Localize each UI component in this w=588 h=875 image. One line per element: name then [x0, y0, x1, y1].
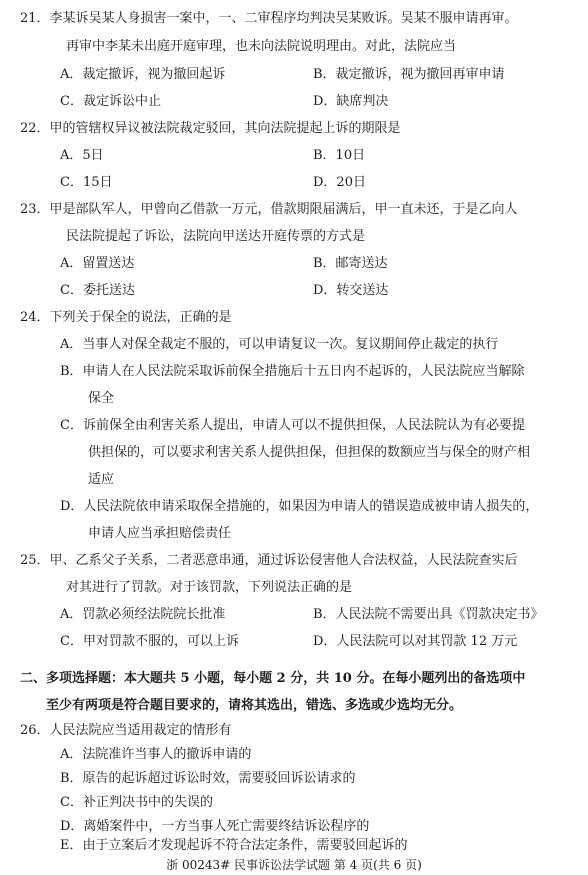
q21-option-b: B．裁定撤诉，视为撤回再审申请: [313, 67, 505, 82]
q26-option-c: C．补正判决书中的失误的: [60, 795, 213, 810]
q25-stem-line2: 对其进行了罚款。对于该罚款，下列说法正确的是: [66, 580, 353, 595]
q24-stem-line1: 24．下列关于保全的说法，正确的是: [20, 310, 232, 325]
q23-stem-line2: 民法院提起了诉讼，法院向甲送达开庭传票的方式是: [66, 229, 366, 244]
q22-option-b: B．10日: [313, 148, 366, 163]
q23-option-b: B．邮寄送达: [313, 256, 388, 271]
q22-option-a: A．5日: [60, 148, 104, 163]
q21-option-d: D．缺席判决: [313, 94, 389, 109]
q21-option-c: C．裁定诉讼中止: [60, 94, 161, 109]
page-footer: 浙 00243# 民事诉讼法学试题 第 4 页(共 6 页): [166, 858, 422, 872]
q22-option-d: D．20日: [313, 175, 366, 190]
q26-option-e: E．由于立案后才发现起诉不符合法定条件，需要驳回起诉的: [60, 838, 408, 853]
q26-stem-line1: 26．人民法院应当适用裁定的情形有: [20, 723, 232, 738]
q25-option-b: B．人民法院不需要出具《罚款决定书》: [313, 607, 544, 622]
q25-stem-line1: 25．甲、乙系父子关系，二者恶意串通，通过诉讼侵害他人合法权益，人民法院查实后: [20, 553, 518, 568]
q23-option-c: C．委托送达: [60, 283, 135, 298]
q24-option-c-line1: C．诉前保全由利害关系人提出，申请人可以不提供担保，人民法院认为有必要提: [60, 418, 525, 433]
section2-heading-line2: 至少有两项是符合题目要求的，请将其选出，错选、多选或少选均无分。: [46, 698, 463, 713]
q22-stem-line1: 22．甲的管辖权异议被法院裁定驳回，其向法院提起上诉的期限是: [20, 121, 401, 136]
q24-option-c-line3: 适应: [88, 472, 115, 487]
q23-stem-line1: 23．甲是部队军人，甲曾向乙借款一万元，借款期限届满后，甲一直未还，于是乙向人: [20, 202, 518, 217]
q24-option-b-line1: B．申请人在人民法院采取诉前保全措施后十五日内不起诉的，人民法院应当解除: [60, 364, 525, 379]
q25-option-a: A．罚款必须经法院院长批准: [60, 607, 226, 622]
q21-stem-line1: 21．李某诉吴某人身损害一案中，一、二审程序均判决吴某败诉。吴某不服申请再审。: [20, 11, 518, 26]
q24-option-b-line2: 保全: [88, 391, 115, 406]
q26-option-d: D．离婚案件中，一方当事人死亡需要终结诉讼程序的: [60, 819, 370, 834]
q23-option-d: D．转交送达: [313, 283, 389, 298]
q22-option-c: C．15日: [60, 175, 113, 190]
q25-option-c: C．甲对罚款不服的，可以上诉: [60, 634, 239, 649]
q25-option-d: D．人民法院可以对其罚款 12 万元: [313, 634, 518, 649]
q23-option-a: A．留置送达: [60, 256, 135, 271]
q26-option-b: B．原告的起诉超过诉讼时效，需要驳回诉讼请求的: [60, 771, 356, 786]
q24-option-d-line1: D．人民法院依申请采取保全措施的，如果因为申请人的错误造成被申请人损失的，: [60, 499, 539, 514]
q21-option-a: A．裁定撤诉，视为撤回起诉: [60, 67, 226, 82]
q26-option-a: A．法院准许当事人的撤诉申请的: [60, 747, 252, 762]
q24-option-c-line2: 供担保的，可以要求利害关系人提供担保，但担保的数额应当与保全的财产相: [88, 445, 531, 460]
q21-stem-line2: 再审中李某未出庭开庭审理，也未向法院说明理由。对此，法院应当: [66, 39, 457, 54]
q24-option-d-line2: 申请人应当承担赔偿责任: [88, 526, 232, 541]
q24-option-a: A．当事人对保全裁定不服的，可以申请复议一次。复议期间停止裁定的执行: [60, 337, 499, 352]
section2-heading-line1: 二、多项选择题：本大题共 5 小题，每小题 2 分，共 10 分。在每小题列出的备选项中: [20, 671, 526, 686]
